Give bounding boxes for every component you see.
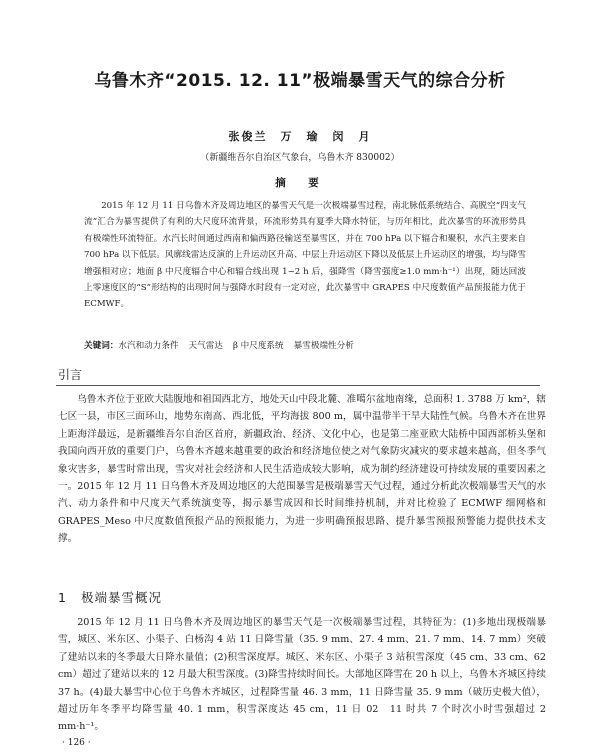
section-heading-1 (58, 588, 162, 606)
author-list: 张俊兰 万 瑜 闵 月 (228, 130, 372, 143)
abstract-body (84, 198, 526, 313)
keyword-item: 天气雷达 (188, 341, 223, 351)
keyword-item: 水汽和动力条件 (118, 341, 179, 351)
section-title: 极端暴雪概况 (80, 590, 162, 605)
section-1-body (58, 614, 546, 736)
intro-paragraph: 乌鲁木齐位于亚欧大陆腹地和祖国西北方，地处天山中段北麓、准噶尔盆地南缘，总面积 1. 3788 万 km²，辖七区一县，市区三面环山，地势东南高、西北低，平均海拔 800 m，属中温带半干旱大陆性气候。乌鲁木齐在世界上距海洋最远，是新疆维吾尔自治区首府，新疆政治、经济、文化中心，也是第二座亚欧大陆桥中国西部桥头堡和我国向西开放的重要门户，乌鲁木齐越来越重要的政治和经济地位使之对气象防灾减灾的要求越来越高，但冬季气象灾害多，暴雪时常出现，雪灾对社会经济和人民生活造成较大影响，成为制约经济建设可持续发展的重要因素之一。2015 年 12 月 11 日乌鲁木齐及周边地区的大范围暴雪是极端暴雪天气过程，通过分析此次极端暴雪天气的水汽、动力条件和中尺度天气系统演变等，揭示暴雪成因和长时间维持机制，并对比检验了 ECMWF 细网格和 GRAPES_Meso 中尺度数值预报产品的预报能力，为进一步明确预报思路、提升暴雪预报预警能力提供技术支撑。 (58, 394, 546, 545)
section-divider (56, 385, 540, 386)
abstract-text: 2015 年 12 月 11 日乌鲁木齐及周边地区的暴雪天气是一次极端暴雪过程，南北脉低系统结合、高脱空“四支气流”汇合为暴雪提供了有利的大尺度环流背景，环流形势具有夏季大降水特征，与历年相比，此次暴雪的环流形势具有极端性环流特征。水汽长时间通过西南和偏西路径输送至暴雪区，并在 700 hPa 以下辐合和聚积，水汽主要来自 700 hPa 以下低层。风廓线雷达反演的上升运动区升高、中层上升运动区下降以及低层上升运动区的增强，均与降雪增强相对应；地面 β 中尺度辐合中心和辐合线出现 1~2 h 后，强降雪（降雪强度≥1.0 mm·h⁻¹）出现，随达回波上零速度区的“S”形结构的出现时间与强降水时段有一定对应，此次暴雪中 GRAPES 中尺度数值产品预报能力优于 ECMWF。 (84, 201, 526, 310)
keyword-item: β 中尺度系统 (232, 341, 284, 351)
affiliation: （新疆维吾尔自治区气象台，乌鲁木齐 830002） (200, 153, 400, 163)
keywords-label: 关键词： (84, 341, 119, 351)
abstract-heading: 摘 要 (275, 177, 325, 189)
section-heading-intro: 引言 (58, 368, 83, 382)
keyword-item: 暴雪极端性分析 (293, 341, 354, 351)
paper-title: 乌鲁木齐“2015. 12. 11”极端暴雪天气的综合分析 (94, 71, 506, 91)
keywords (84, 339, 526, 351)
section-1-paragraph: 2015 年 12 月 11 日乌鲁木齐及周边地区的暴雪天气是一次极端暴雪过程，其特征为：(1)多地出现极端暴雪，城区、米东区、小渠子、白杨沟 4 站 11 日降雪量（35. 9 mm、27. 4 mm、21. 7 mm、14. 7 mm）突破了建站以来的冬季最大日降水量值；(2)积雪深度厚。城区、米东区、小渠子 3 站积雪深度（45 cm、33 cm、62 cm）超过了建站以来的 12 月最大积雪深度。(3)降雪持续时间长。大部地区降雪在 20 h 以上，乌鲁木齐城区持续 37 h。(4)最大暴雪中心位于乌鲁木齐城区，过程降雪量 46. 3 mm，11 日降雪量 35. 9 mm（破历史极大值），超过历年冬季平均降雪量 40. 1 mm，积雪深度达 45 cm，11 日 02 11 时共 7 个时次小时雪强超过 2 mm·h⁻¹。 (58, 617, 546, 733)
section-number: 1 (58, 590, 67, 605)
intro-body (58, 391, 546, 548)
page-number: · 126 · (62, 738, 91, 748)
